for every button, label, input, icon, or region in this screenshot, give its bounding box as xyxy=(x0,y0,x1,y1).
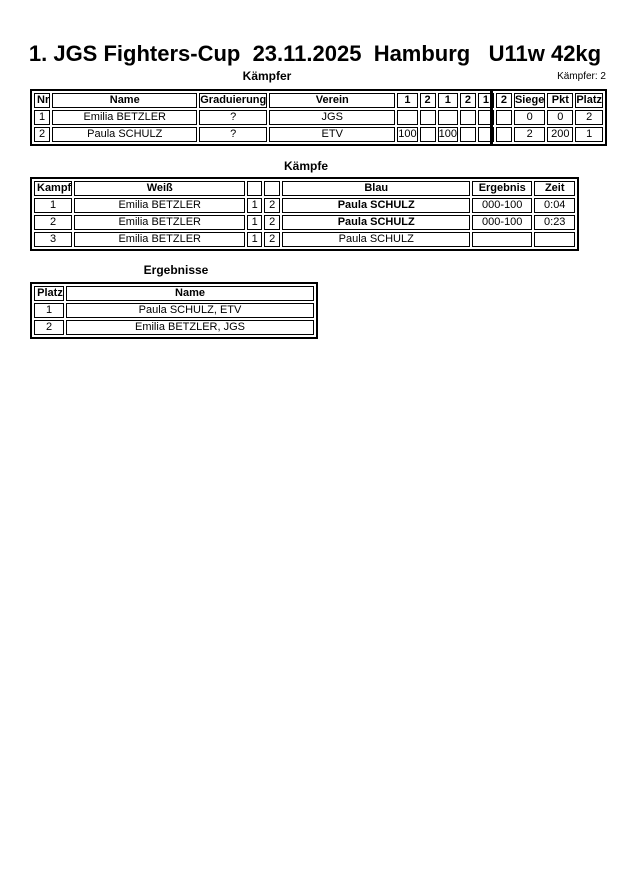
kaempfer-table xyxy=(30,89,607,146)
kampf-ergebnis: 000-100 xyxy=(472,198,532,213)
blau-fighter-nr: 2 xyxy=(264,232,280,247)
fighter-platz: 1 xyxy=(575,127,603,142)
weiss-fighter-nr: 1 xyxy=(247,215,262,230)
fighter-graduierung: ? xyxy=(199,110,267,125)
fighter-name: Emilia BETZLER xyxy=(52,110,197,125)
section-heading-kaempfe: Kämpfe xyxy=(283,159,329,173)
col-header-platz: Platz xyxy=(576,94,603,106)
weiss-fighter-nr: 1 xyxy=(247,198,262,213)
section-heading-kaempfer: Kämpfer xyxy=(242,69,292,83)
blau-fighter-nr: 2 xyxy=(264,215,280,230)
col-header-round-4: 2 xyxy=(460,93,476,108)
fighter-verein: JGS xyxy=(269,110,395,125)
fighter-platz: 2 xyxy=(575,110,603,125)
col-header-zeit: Zeit xyxy=(534,181,575,196)
round-score xyxy=(496,127,512,142)
kampf-nr: 1 xyxy=(34,198,72,213)
result-platz: 2 xyxy=(34,320,64,335)
ergebnis-row xyxy=(34,320,314,335)
col-header-graduierung: Graduierung xyxy=(200,94,267,106)
kaempfer-header-row xyxy=(34,93,603,108)
round-score xyxy=(460,127,476,142)
col-header-weiss: Weiß xyxy=(74,181,245,196)
fighter-siege: 2 xyxy=(514,127,545,142)
page-title: 1. JGS Fighters-Cup 23.11.2025 Hamburg U11w 42kg xyxy=(28,41,602,66)
result-name: Paula SCHULZ, ETV xyxy=(66,303,314,318)
col-header-nr: Nr xyxy=(34,93,50,108)
col-header-name: Name xyxy=(66,286,314,301)
result-platz: 1 xyxy=(34,303,64,318)
round-score: 100 xyxy=(438,128,457,140)
round-score xyxy=(420,110,436,125)
col-header-weiss-nr xyxy=(247,181,262,196)
kampf-zeit: 0:04 xyxy=(534,198,575,213)
kampf-ergebnis xyxy=(472,232,532,247)
fighter-siege: 0 xyxy=(514,110,545,125)
blau-fighter-winner: Paula SCHULZ xyxy=(282,215,470,230)
fighter-pkt: 0 xyxy=(547,110,573,125)
weiss-fighter-nr: 1 xyxy=(247,232,262,247)
col-header-platz: Platz xyxy=(34,286,64,301)
kampf-nr: 2 xyxy=(34,215,72,230)
col-header-pkt: Pkt xyxy=(547,93,573,108)
fighter-pkt: 200 xyxy=(547,127,573,142)
col-header-name: Name xyxy=(52,93,197,108)
round-score: 100 xyxy=(398,128,417,140)
fighter-nr: 2 xyxy=(34,127,50,142)
kampf-nr: 3 xyxy=(34,232,72,247)
result-name: Emilia BETZLER, JGS xyxy=(66,320,314,335)
blau-fighter-winner: Paula SCHULZ xyxy=(282,198,470,213)
kampf-zeit xyxy=(534,232,575,247)
kampf-ergebnis: 000-100 xyxy=(472,215,532,230)
blau-fighter: Paula SCHULZ xyxy=(282,232,470,247)
col-header-round-5: 1 xyxy=(478,93,494,108)
kaempfer-table-container xyxy=(30,89,607,146)
kaempfer-row xyxy=(34,127,603,142)
blau-fighter-nr: 2 xyxy=(264,198,280,213)
round-score xyxy=(397,110,417,125)
kampf-row xyxy=(34,232,575,247)
col-header-kampf: Kampf xyxy=(34,181,72,196)
weiss-fighter: Emilia BETZLER xyxy=(74,232,245,247)
kaempfer-count-label: Kämpfer: 2 xyxy=(557,71,606,82)
kaempfe-table-container xyxy=(30,177,579,251)
col-header-blau-nr xyxy=(264,181,280,196)
ergebnisse-table-container xyxy=(30,282,318,339)
round-score xyxy=(460,110,476,125)
col-header-round-3: 1 xyxy=(438,93,458,108)
round-score xyxy=(496,110,512,125)
col-header-ergebnis: Ergebnis xyxy=(472,181,532,196)
col-header-round-1: 1 xyxy=(397,93,417,108)
kaempfe-table xyxy=(30,177,579,251)
fighter-name: Paula SCHULZ xyxy=(52,127,197,142)
round-score xyxy=(420,127,436,142)
kampf-row xyxy=(34,215,575,230)
weiss-fighter: Emilia BETZLER xyxy=(74,215,245,230)
round-score xyxy=(438,110,458,125)
kampf-row xyxy=(34,198,575,213)
col-header-round-2: 2 xyxy=(420,93,436,108)
kaempfe-header-row xyxy=(34,181,575,196)
col-header-blau: Blau xyxy=(282,181,470,196)
kampf-zeit: 0:23 xyxy=(534,215,575,230)
ergebnis-row xyxy=(34,303,314,318)
weiss-fighter: Emilia BETZLER xyxy=(74,198,245,213)
col-header-round-6: 2 xyxy=(496,93,512,108)
fighter-verein: ETV xyxy=(269,127,395,142)
col-header-verein: Verein xyxy=(269,93,395,108)
kaempfer-row xyxy=(34,110,603,125)
section-heading-ergebnisse: Ergebnisse xyxy=(143,263,209,277)
fighter-nr: 1 xyxy=(34,110,50,125)
fighter-graduierung: ? xyxy=(199,127,267,142)
ergebnisse-header-row xyxy=(34,286,314,301)
ergebnisse-table xyxy=(30,282,318,339)
siege-group-separator-line xyxy=(490,89,493,146)
col-header-siege: Siege xyxy=(514,94,545,106)
